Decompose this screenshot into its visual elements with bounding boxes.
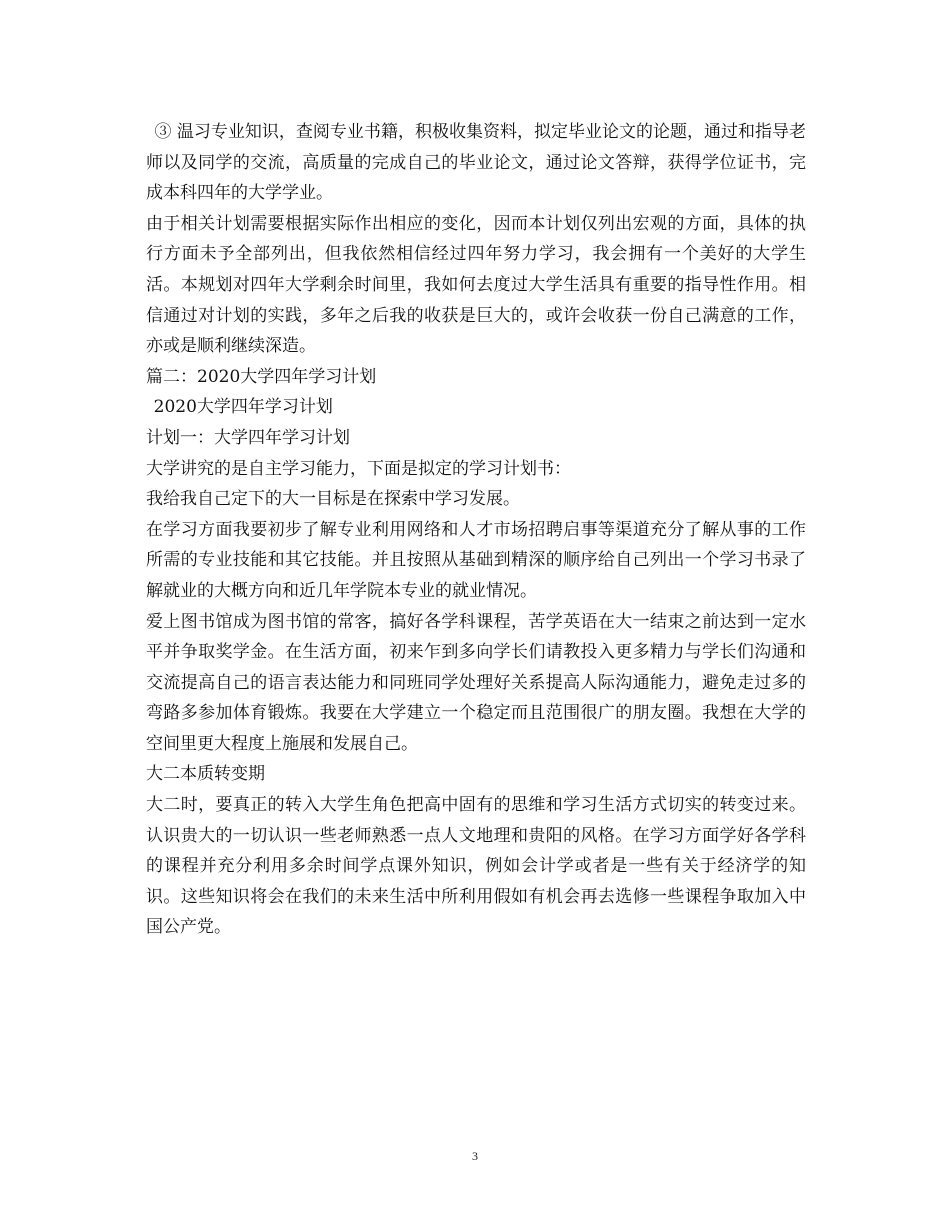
section-heading-part-two: 篇二：2020大学四年学习计划	[146, 366, 377, 387]
paragraph-thesis-plan: ③ 温习专业知识，查阅专业书籍，积极收集资料，拟定毕业论文的论题，通过和指导老师以及同学的交流，高质量的完成自己的毕业论文，通过论文答辩，获得学位证书，完成本科四年的大学学业。	[146, 122, 806, 204]
paragraph-library-life: 爱上图书馆成为图书馆的常客，搞好各学科课程，苦学英语在大一结束之前达到一定水平并争取奖学金。在生活方面，初来乍到多向学长们请教投入更多精力与学长们沟通和交流提高自己的语言表达能力和同班同学处理好关系提高人际沟通能力，避免走过多的弯路多参加体育锻炼。我要在大学建立一个稳定而且范围很广的朋友圈。我想在大学的空间里更大程度上施展和发展自己。	[146, 611, 806, 754]
sophomore-heading: 大二本质转变期	[146, 764, 265, 785]
plan-one-heading: 计划一：大学四年学习计划	[146, 427, 350, 448]
paragraph-intro: 大学讲究的是自主学习能力，下面是拟定的学习计划书：	[146, 458, 571, 479]
document-body	[146, 117, 806, 943]
paragraph-study-plan: 在学习方面我要初步了解专业利用网络和人才市场招聘启事等渠道充分了解从事的工作所需的专业技能和其它技能。并且按照从基础到精深的顺序给自己列出一个学习书录了解就业的大概方向和近几年学院本专业的就业情况。	[146, 519, 806, 601]
page-number: 3	[472, 1149, 478, 1163]
paragraph-freshman-goal: 我给我自己定下的大一目标是在探索中学习发展。	[146, 489, 520, 510]
paragraph-sophomore-plan: 大二时，要真正的转入大学生角色把高中固有的思维和学习生活方式切实的转变过来。认识贵大的一切认识一些老师熟悉一点人文地理和贵阳的风格。在学习方面学好各学科的课程并充分利用多余时间学点课外知识，例如会计学或者是一些有关于经济学的知识。这些知识将会在我们的未来生活中所利用假如有机会再去选修一些课程争取加入中国公产党。	[146, 795, 806, 938]
document-subtitle: 2020大学四年学习计划	[153, 397, 333, 418]
paragraph-plan-summary: 由于相关计划需要根据实际作出相应的变化，因而本计划仅列出宏观的方面，具体的执行方面未予全部列出，但我依然相信经过四年努力学习，我会拥有一个美好的大学生活。本规划对四年大学剩余时间里，我如何去度过大学生活具有重要的指导性作用。相信通过对计划的实践，多年之后我的收获是巨大的，或许会收获一份自己满意的工作，亦或是顺利继续深造。	[146, 213, 806, 357]
